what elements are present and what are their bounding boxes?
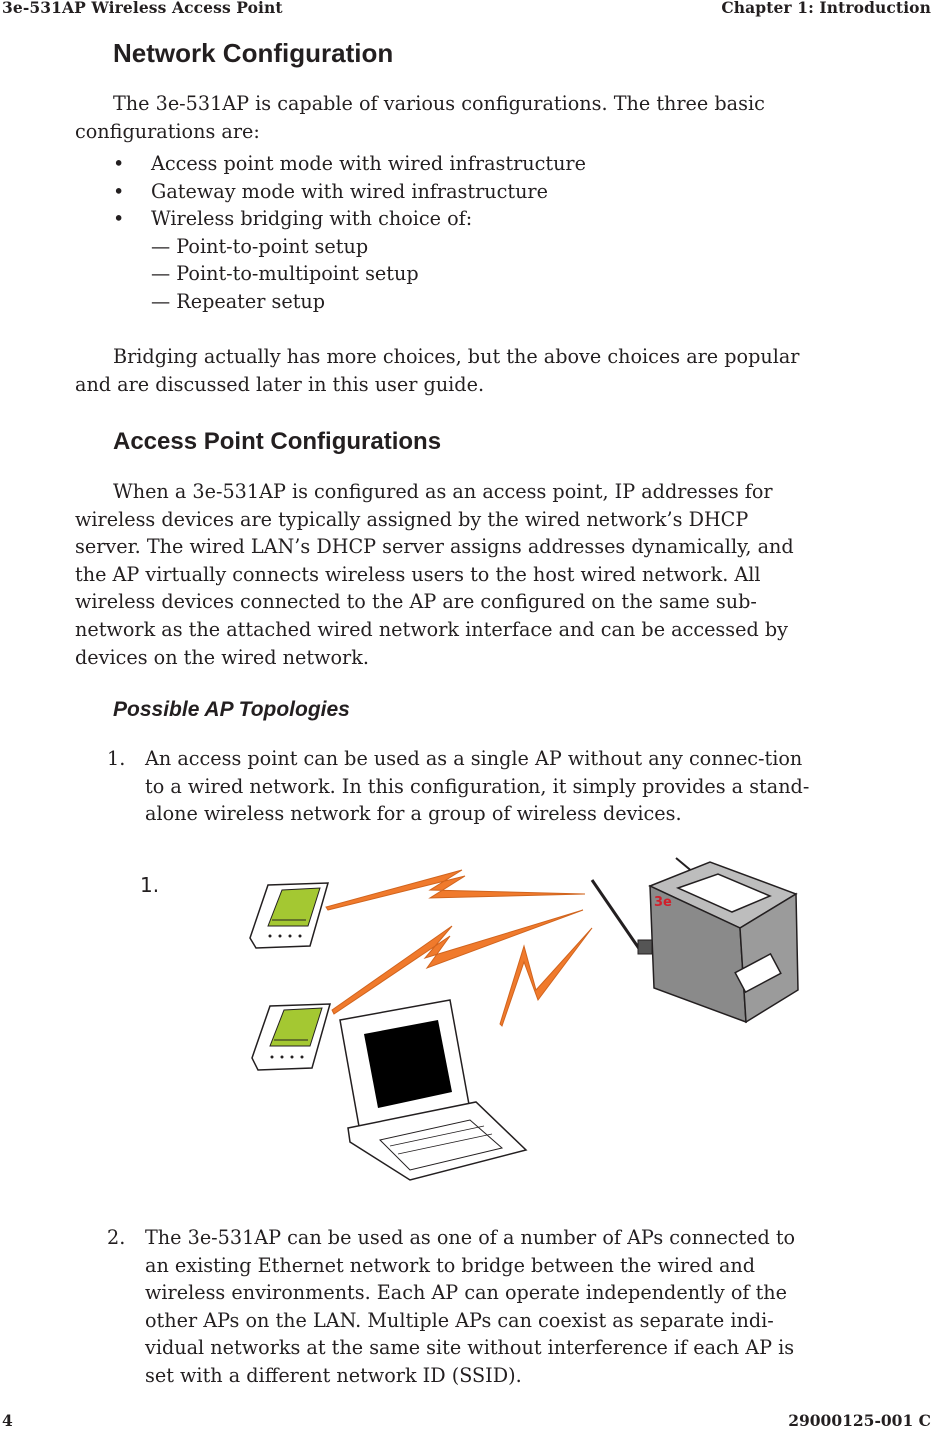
running-header-chapter: Chapter 1: Introduction <box>721 0 931 17</box>
signal-bolt-icon <box>332 910 583 1014</box>
figure-label: 1. <box>140 873 160 897</box>
topology-diagram <box>240 850 820 1200</box>
section-title-access-point-configurations: Access Point Configurations <box>113 428 442 455</box>
access-point-device-icon <box>592 858 798 1022</box>
list-item: • Gateway mode with wired infrastructure <box>113 179 548 203</box>
item-text: An access point can be used as a single AP without any connec-tion to a wired network. In this configuration, it simply provides a stand-alone wireless network for a group of wireless devices. <box>145 747 810 826</box>
section-title-network-configuration: Network Configuration <box>113 38 394 68</box>
signal-bolt-icon <box>326 870 585 910</box>
item-number: 1. <box>107 747 126 770</box>
access-point-config-body: When a 3e-531AP is configured as an access point, IP addresses for wireless devices are typically assigned by the wired network’s DHCP server. The wired LAN’s DHCP server assigns addresses dynamically, and the AP virtually connects wireless users to the host wired network. All wireless devices connected to the AP are configured on the same sub-network as the attached wired network interface and can be accessed by devices on the wired network. <box>75 480 794 669</box>
document-number: 29000125-001 C <box>788 1411 931 1430</box>
signal-bolt-icon <box>500 928 592 1026</box>
list-item: • Wireless bridging with choice of: <box>113 207 473 231</box>
item-text: The 3e-531AP can be used as one of a number of APs connected to an existing Ethernet network to bridge between the wired and wireless environments. Each AP can operate independently of the other APs on the LAN. Multiple APs can coexist as separate indi-vidual networks at the same site without interference if each AP is set with a different network ID (SSID). <box>145 1226 796 1387</box>
sub-list-item: — Point-to-point setup <box>151 234 369 258</box>
item-number: 2. <box>107 1226 126 1249</box>
numbered-item-2 <box>107 1224 817 1390</box>
numbered-item-1 <box>107 745 817 828</box>
pda-device-icon <box>250 883 328 948</box>
page-number: 4 <box>2 1411 13 1430</box>
network-config-intro: The 3e-531AP is capable of various configurations. The three basic configurations are: <box>75 92 765 143</box>
pda-device-icon <box>252 1004 330 1070</box>
running-header-title: 3e-531AP Wireless Access Point <box>2 0 283 17</box>
section-title-possible-topologies: Possible AP Topologies <box>113 698 350 721</box>
laptop-icon <box>340 1000 526 1180</box>
configuration-list <box>113 150 586 316</box>
sub-list-item: — Repeater setup <box>151 289 326 313</box>
ap-brand-logo: 3e <box>654 895 672 910</box>
bridging-note: Bridging actually has more choices, but the above choices are popular and are discussed later in this user guide. <box>75 345 800 396</box>
sub-list-item: — Point-to-multipoint setup <box>151 262 419 286</box>
list-item: • Access point mode with wired infrastructure <box>113 152 586 175</box>
